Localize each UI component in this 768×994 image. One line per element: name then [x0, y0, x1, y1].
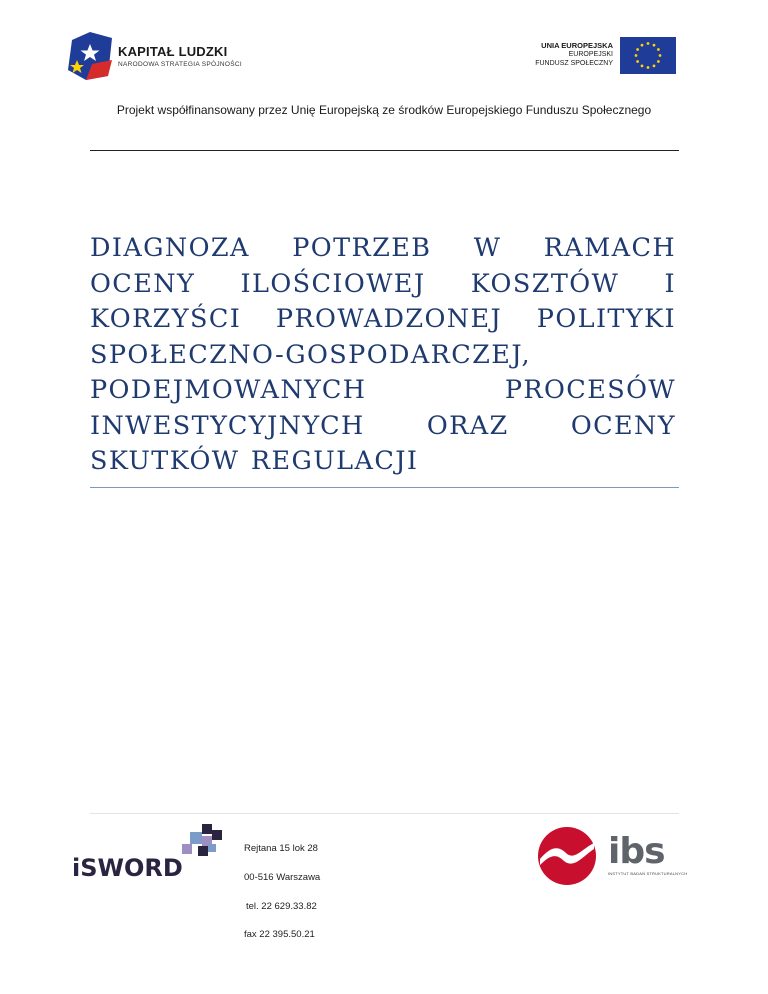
contact-fax: fax 22 395.50.21 — [244, 929, 315, 940]
eu-star-icon — [635, 54, 638, 57]
eu-logo-line2: EUROPEJSKI — [568, 51, 613, 58]
eu-star-icon — [647, 66, 650, 69]
title-underline — [90, 487, 679, 488]
funding-note: Projekt współfinansowany przez Unię Europejską ze środków Europejskiego Funduszu Społecznego — [116, 103, 652, 117]
kapital-ludzki-logo — [68, 30, 258, 82]
eu-star-icon — [657, 60, 660, 63]
eu-star-icon — [659, 54, 662, 57]
isword-logo — [72, 824, 232, 884]
ibs-emblem-icon — [536, 825, 598, 887]
eu-logo-line3: FUNDUSZ SPOŁECZNY — [535, 60, 613, 67]
eu-star-icon — [641, 44, 644, 47]
eu-star-icon — [647, 42, 650, 45]
eu-star-icon — [636, 60, 639, 63]
eu-flag-icon — [620, 37, 676, 74]
footer-divider — [90, 813, 679, 814]
isword-wordmark: iSWORD — [72, 854, 183, 882]
eu-star-icon — [653, 44, 656, 47]
kapital-ludzki-subtitle: NARODOWA STRATEGIA SPÓJNOŚCI — [118, 61, 242, 68]
contact-phone: tel. 22 629.33.82 — [246, 901, 317, 912]
eu-star-icon — [657, 48, 660, 51]
eu-logo-text — [535, 41, 613, 68]
contact-city: 00-516 Warszawa — [244, 872, 321, 883]
ibs-logo — [536, 825, 686, 885]
header-divider — [90, 150, 679, 151]
contact-address: Rejtana 15 lok 28 — [244, 843, 318, 854]
kapital-ludzki-emblem-icon — [68, 30, 112, 82]
isword-puzzle-icon — [178, 824, 224, 864]
ibs-wordmark: ibs — [608, 831, 665, 872]
ibs-subtitle: INSTYTUT BADAŃ STRUKTURALNYCH — [608, 871, 688, 876]
eu-star-icon — [653, 64, 656, 67]
eu-star-icon — [641, 64, 644, 67]
kapital-ludzki-title: KAPITAŁ LUDZKI — [118, 44, 228, 59]
eu-star-icon — [636, 48, 639, 51]
eu-logo-line1: UNIA EUROPEJSKA — [541, 41, 613, 50]
document-title: DIAGNOZA POTRZEB W RAMACH OCENY ILOŚCIOWEJ KOSZTÓW I KORZYŚCI PROWADZONEJ POLITYKI SPOŁECZNO-GOSPODARCZEJ, PODEJMOWANYCH PROCESÓW INWESTYCYJNYCH ORAZ OCENY SKUTKÓW REGULACJI — [90, 233, 676, 476]
